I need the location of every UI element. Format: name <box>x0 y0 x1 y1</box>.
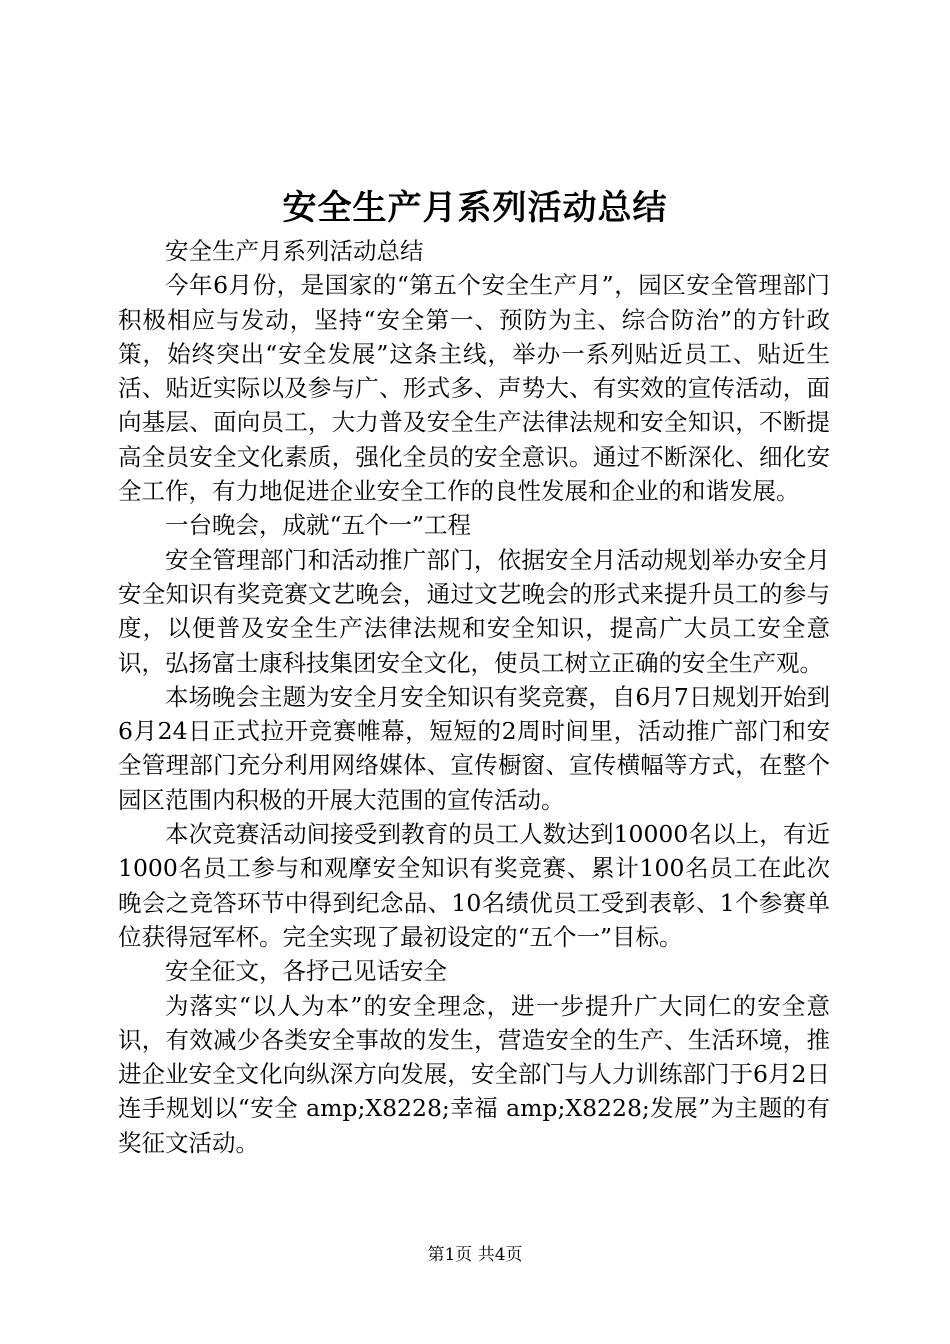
paragraph-intro: 今年6月份，是国家的“第五个安全生产月”，园区安全管理部门积极相应与发动，坚持“安全第一、预防为主、综合防治”的方针政策，始终突出“安全发展”这条主线，举办一系列贴近员工、贴近生活、贴近实际以及参与广、形式多、声势大、有实效的宣传活动，面向基层、面向员工，大力普及安全生产法律法规和安全知识，不断提高全员安全文化素质，强化全员的安全意识。通过不断深化、细化安全工作，有力地促进企业安全工作的良性发展和企业的和谐发展。 <box>118 271 830 506</box>
page-number-footer: 第1页 共4页 <box>427 1245 523 1265</box>
paragraph-gala-theme: 本场晚会主题为安全月安全知识有奖竞赛，自6月7日规划开始到6月24日正式拉开竞赛帷幕，短短的2周时间里，活动推广部门和安全管理部门充分利用网络媒体、宣传橱窗、宣传横幅等方式，在整个园区范围内积极的开展大范围的宣传活动。 <box>118 682 830 814</box>
section-heading-gala: 一台晚会，成就“五个一”工程 <box>165 511 472 540</box>
paragraph-subtitle: 安全生产月系列活动总结 <box>165 237 424 265</box>
document-title: 安全生产月系列活动总结 <box>282 188 668 228</box>
paragraph-essay-contest: 为落实“以人为本”的安全理念，进一步提升广大同仁的安全意识，有效减少各类安全事故的发生，营造安全的生产、生活环境，推进企业安全文化向纵深方向发展，安全部门与人力训练部门于6月2日连手规划以“安全 amp;X8228;幸福 amp;X8228;发展”为主题的有奖征文活动。 <box>118 991 830 1157</box>
document-body <box>118 234 830 1160</box>
paragraph-gala-results: 本次竞赛活动间接受到教育的员工人数达到10000名以上，有近1000名员工参与和观摩安全知识有奖竞赛、累计100名员工在此次晚会之竞答环节中得到纪念品、10名绩优员工受到表彰、1个参赛单位获得冠军杯。完全实现了最初设定的“五个一”目标。 <box>118 820 830 951</box>
paragraph-gala-organization: 安全管理部门和活动推广部门，依据安全月活动规划举办安全月安全知识有奖竞赛文艺晚会，通过文艺晚会的形式来提升员工的参与度，以便普及安全生产法律法规和安全知识，提高广大员工安全意识，弘扬富士康科技集团安全文化，使员工树立正确的安全生产观。 <box>118 545 830 677</box>
section-heading-essay: 安全征文，各抒己见话安全 <box>165 957 447 986</box>
